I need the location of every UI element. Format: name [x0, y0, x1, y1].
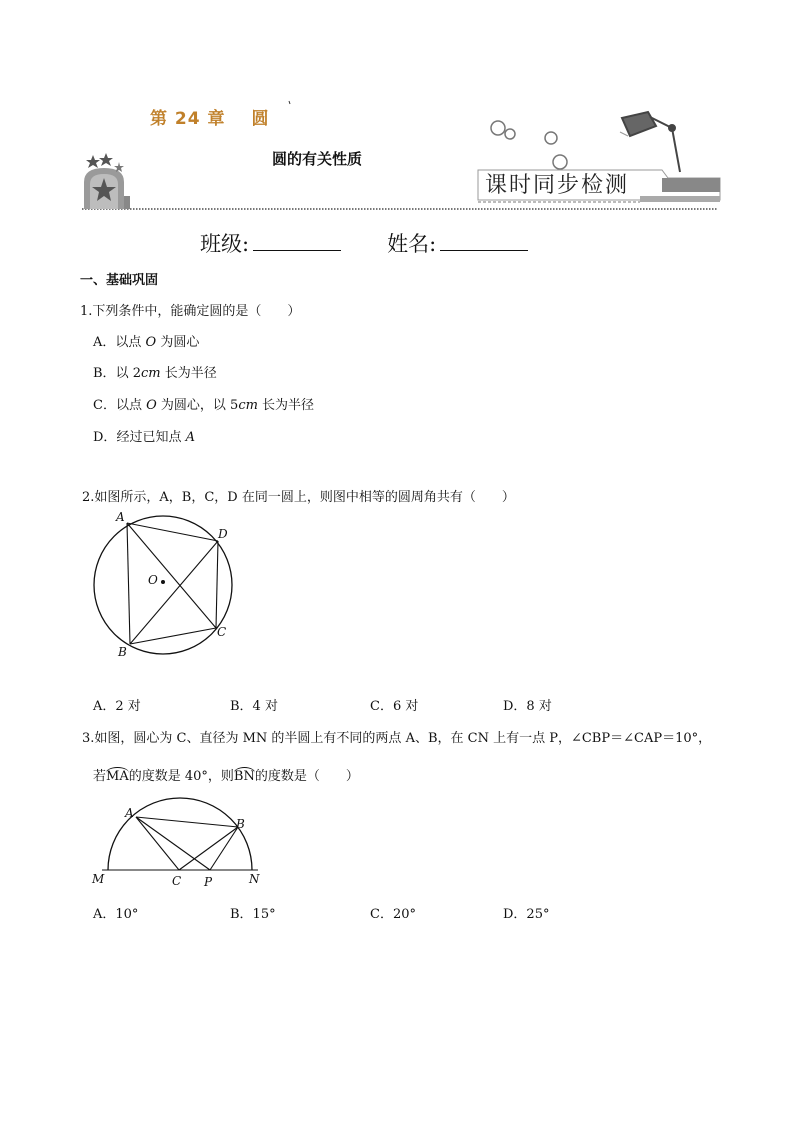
- q3-segment-bc: [179, 827, 238, 870]
- q2-circle-figure: [85, 505, 245, 665]
- banner-text: 课时同步检测: [485, 173, 630, 198]
- q2-label-o: O: [148, 573, 158, 587]
- q3-options: [0, 903, 794, 923]
- q3-label-p: P: [204, 875, 213, 889]
- student-fields: [200, 228, 532, 258]
- q3-label-a: A: [125, 806, 134, 820]
- q3-label-m: M: [92, 872, 105, 886]
- q2-label-d: D: [218, 527, 228, 541]
- bubbles-icon: [491, 121, 567, 169]
- chapter-number: 第 24 章: [150, 109, 226, 129]
- q2-center-dot: [161, 580, 165, 584]
- q2-diagonal-ac: [127, 523, 216, 628]
- q2-label-c: C: [217, 625, 227, 639]
- section-title: 一、基础巩固: [80, 273, 159, 288]
- q2-label-b: B: [118, 645, 127, 659]
- name-blank[interactable]: [440, 230, 528, 251]
- q2-option-a: A．2 对: [93, 699, 141, 714]
- q1-option-a: A．以点 O 为圆心: [93, 335, 200, 350]
- q3-option-c: C．20°: [370, 907, 416, 922]
- q2-options: [0, 695, 794, 715]
- q3-option-b: B．15°: [230, 907, 276, 922]
- q3-semicircle-figure: [88, 795, 278, 895]
- lesson-title: 圆的有关性质: [272, 150, 363, 168]
- q3-stem-line2: 若MA的度数是 40°，则BN的度数是（ ）: [93, 769, 359, 784]
- q2-circle: [94, 516, 232, 654]
- q3-segment-ab: [136, 817, 238, 827]
- q3-label-c: C: [172, 874, 182, 888]
- stray-mark: [289, 101, 290, 104]
- q3-stem-line1: 3.如图，圆心为 C、直径为 MN 的半圆上有不同的两点 A、B，在 CN 上有一点 P，∠CBP＝∠CAP＝10°，: [82, 731, 712, 746]
- class-blank[interactable]: [253, 230, 341, 251]
- star-badge-icon: [84, 153, 130, 209]
- q3-arc-ma: MA: [106, 769, 129, 784]
- q1-stem: 1.下列条件中，能确定圆的是（ ）: [80, 304, 301, 319]
- class-label: 班级:: [200, 232, 250, 256]
- q3-option-d: D．25°: [503, 907, 550, 922]
- q3-arc-bn: BN: [233, 769, 255, 784]
- chapter-title: 圆: [251, 109, 270, 129]
- q2-diagonal-bd: [130, 541, 218, 644]
- q3-label-b: B: [236, 817, 245, 831]
- desk-lamp-icon: [620, 112, 680, 172]
- q1-option-c: C．以点 O 为圆心，以 5cm 长为半径: [93, 398, 315, 413]
- q3-segment-bp: [210, 827, 238, 870]
- chapter-heading: [150, 104, 270, 129]
- q3-option-a: A．10°: [93, 907, 139, 922]
- q2-option-b: B．4 对: [230, 699, 278, 714]
- q2-segment-ba: [127, 523, 130, 644]
- header-decoration: [0, 0, 794, 230]
- name-label: 姓名:: [387, 232, 437, 256]
- q2-option-d: D．8 对: [503, 699, 552, 714]
- q1-option-d: D．经过已知点 A: [93, 430, 195, 445]
- q2-option-c: C．6 对: [370, 699, 419, 714]
- q3-label-n: N: [249, 872, 260, 886]
- q2-label-a: A: [116, 510, 125, 524]
- q2-segment-dc: [216, 541, 218, 628]
- q2-stem: 2.如图所示，A，B，C，D 在同一圆上，则图中相等的圆周角共有（ ）: [82, 490, 515, 505]
- q1-option-b: B．以 2cm 长为半径: [93, 366, 217, 381]
